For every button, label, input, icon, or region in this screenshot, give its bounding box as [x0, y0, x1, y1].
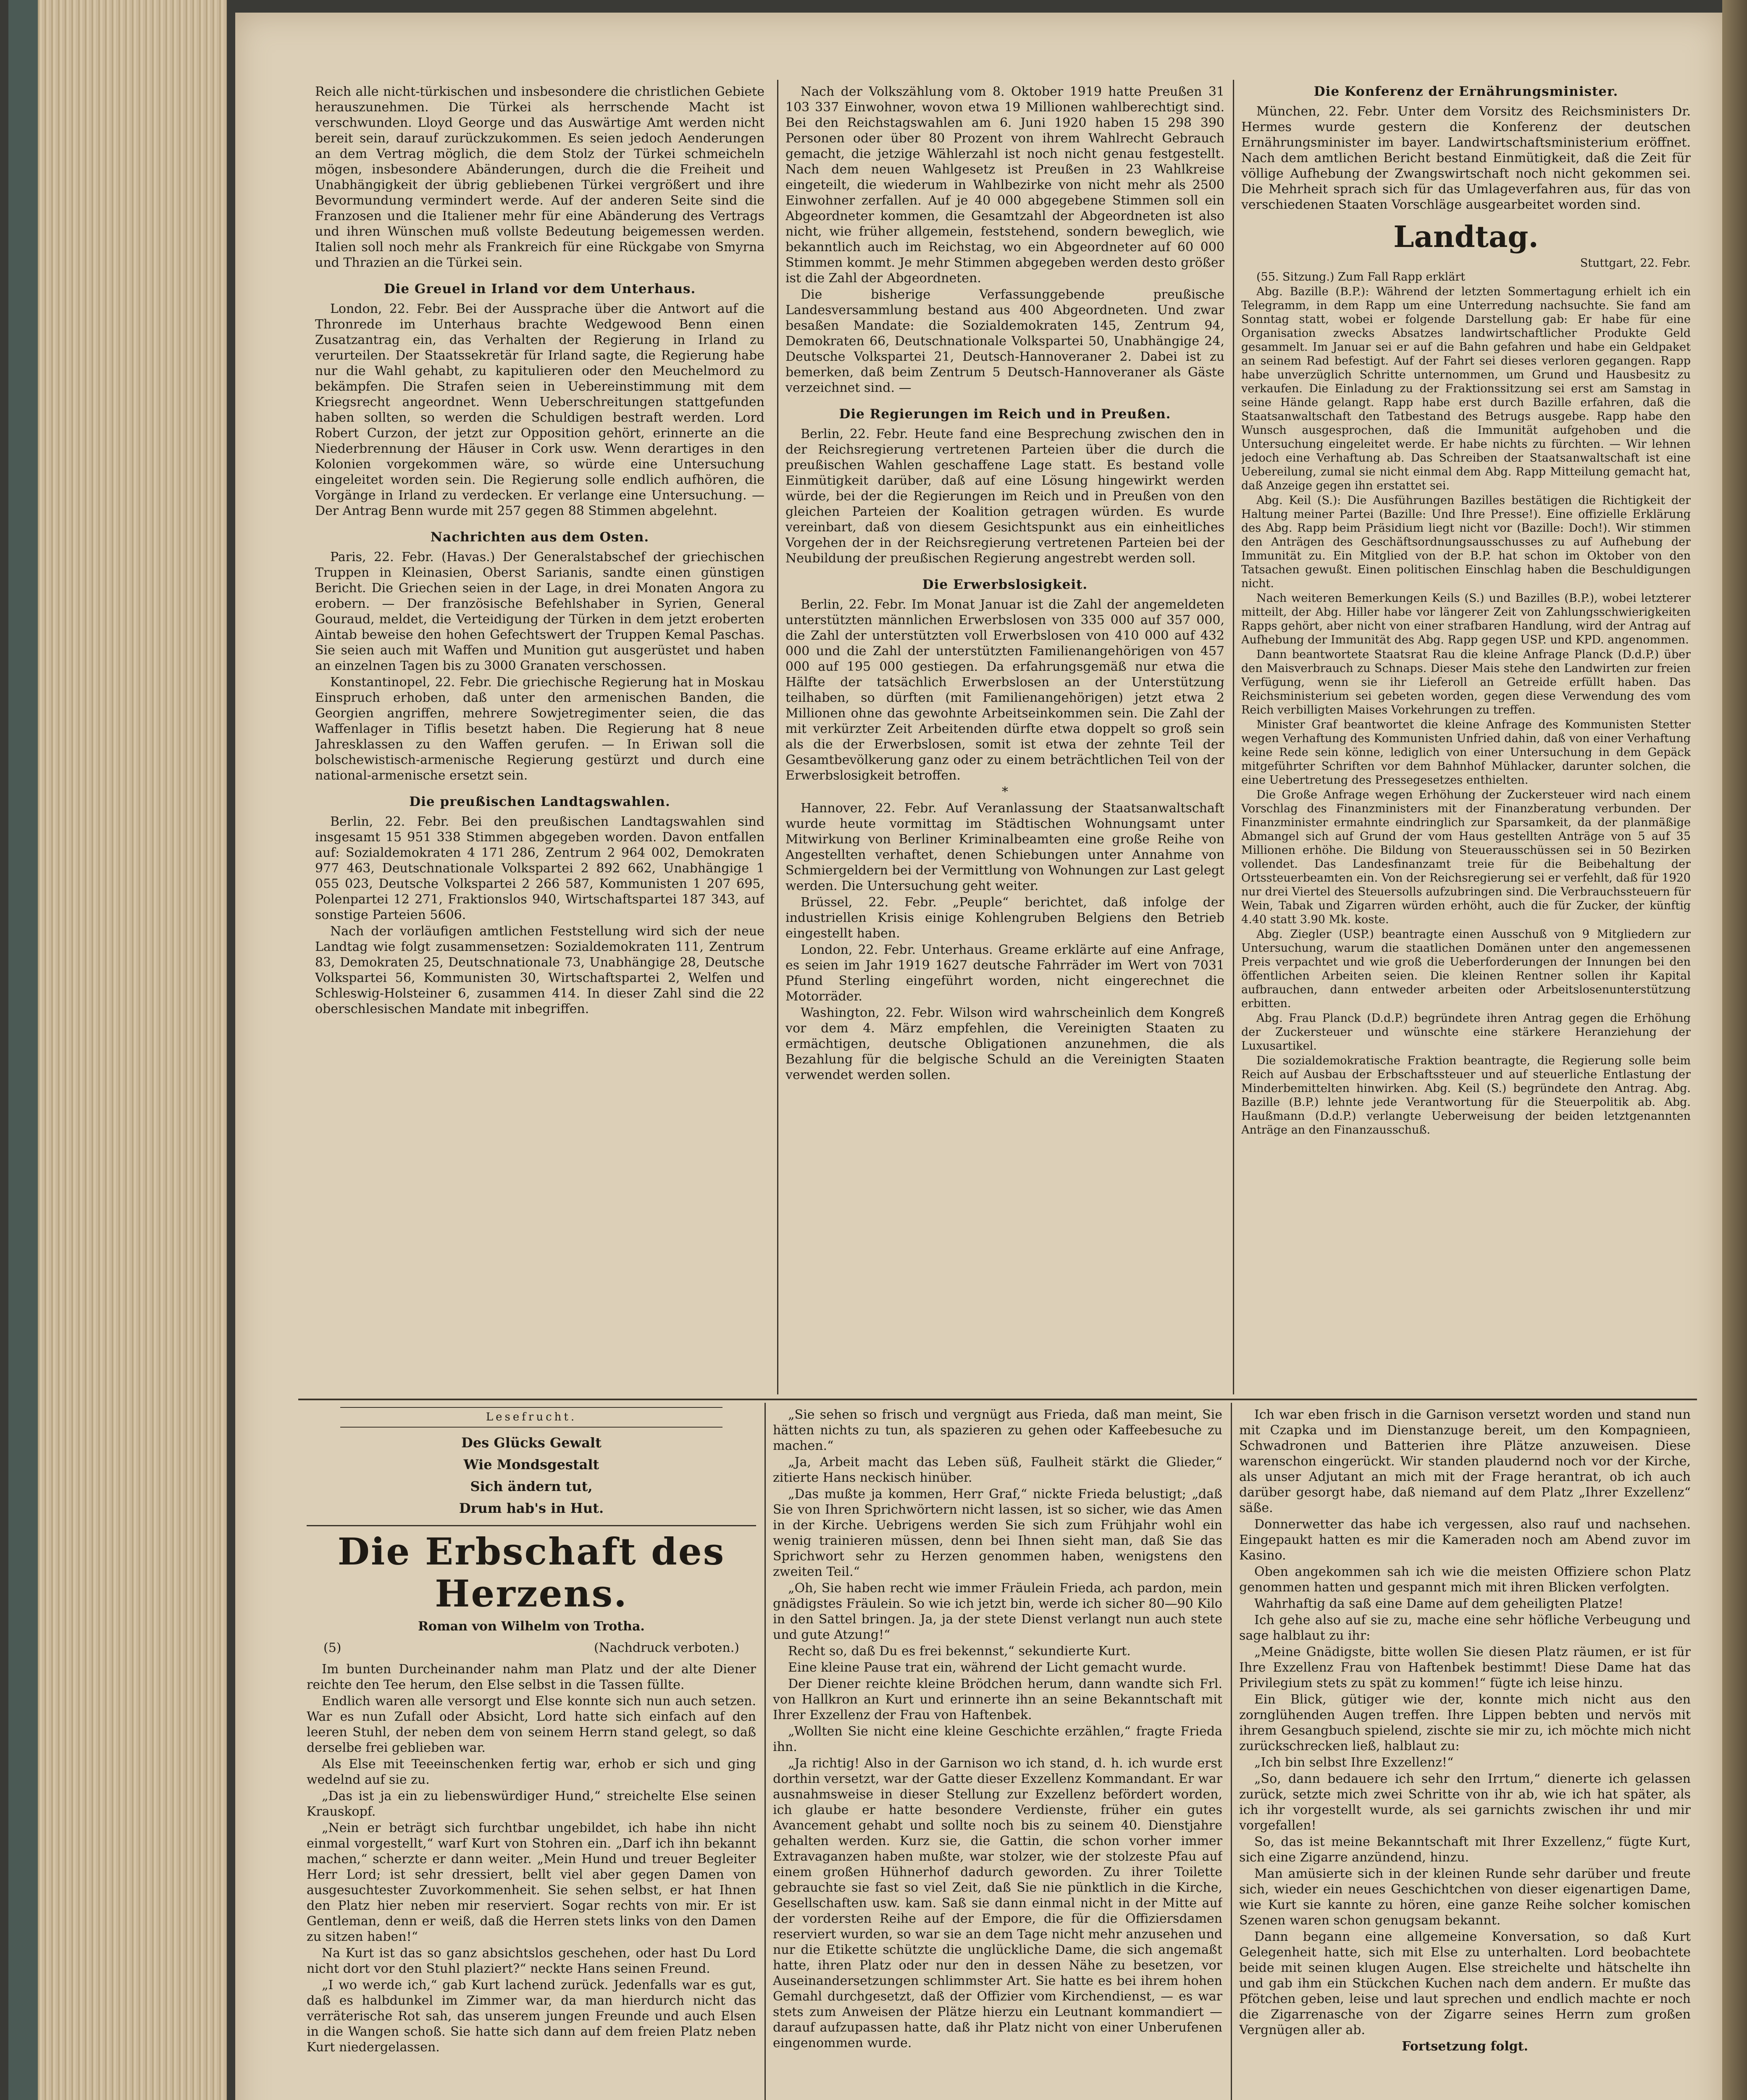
- rubrik-lesefrucht: Lesefrucht.: [340, 1407, 722, 1428]
- feuilleton-rule-1: [764, 1403, 766, 2100]
- novel-p3: Als Else mit Teeeinschenken fertig war, erhob er sich und ging wedelnd auf sie zu.: [307, 1757, 756, 1787]
- novel-p19: Oben angekommen sah ich wie die meisten Offiziere schon Platz genommen hatten und gespannt mich mit ihren Blicken verfolgten.: [1239, 1564, 1691, 1595]
- landtag-sitzung: (55. Sitzung.) Zum Fall Rapp erklärt: [1256, 270, 1466, 284]
- novel-byline: Roman von Wilhelm von Trotha.: [418, 1619, 645, 1634]
- section-star: *: [1002, 785, 1008, 799]
- motto-line-3: Sich ändern tut,: [470, 1478, 593, 1494]
- landtag-bazille: Abg. Bazille (B.P.): Während der letzten Sommertagung erhielt ich ein Telegramm, in dem Rapp um eine Unterredung nachsuchte. Sie fand am Sonntag statt, wobei er folgende Darstellung gab: Er habe für eine Organisation zwecks Absatzes landwirtschaftlicher Produkte Geld gesammelt. Im Januar sei er auf die Bahn gefahren und habe ein Geldpaket an seinem Rad befestigt. Auf der Fahrt sei dieses verloren gegangen. Rapp habe unverzüglich Schritte unternommen, um Grund und Hausbesitz zu verkaufen. Die Einladung zu der Fraktionssitzung sei erst am Samstag in seine Hände gelangt. Rapp habe erst durch Bazille erfahren, daß die Staatsanwaltschaft den Tatbestand des Betrugs ausgebe. Rapp habe den Wunsch ausgesprochen, daß die Immunität aufgehoben und die Untersuchung eingeleitet werde. Er habe nichts zu fürchten. — Wir lehnen jedoch eine Verhaftung ab. Das Schreiben der Staatsanwaltschaft ist eine Uebereilung, zumal sie nicht einmal dem Abg. Rapp Mitteilung gemacht hat, daß Anzeige gegen ihn erstattet sei.: [1241, 285, 1691, 492]
- landtag-dateline: Stuttgart, 22. Febr.: [1580, 257, 1691, 270]
- article-osten-paris: Paris, 22. Febr. (Havas.) Der Generalstabschef der griechischen Truppen in Kleinasien, Oberst Sarianis, sandte einen günstigen Bericht. Die Griechen seien in der Lage, in drei Monaten Angora zu erobern. — Der französische Befehlshaber in Syrien, General Gouraud, meldet, die Verteidigung der Türken in dem jetzt eroberten Aintab beweise den hohen Gefechtswert der Truppen Kemal Paschas. Sie seien auch mit Waffen und Munition gut ausgerüstet und haben an einzelnen Tagen bis zu 3000 Granaten verschossen.: [315, 550, 764, 673]
- novel-p7: „I wo werde ich,“ gab Kurt lachend zurück. Jedenfalls war es gut, daß es halbdunkel im Zimmer war, da man hierdurch nicht das verräterische Rot sah, das unserem jungen Freunde und auch Elsen in die Wangen schoß. Sie hatte sich dann auf dem freien Platz neben Kurt niedergelassen.: [307, 1978, 756, 2055]
- novel-p12: Recht so, daß Du es frei bekennst,“ sekundierte Kurt.: [788, 1644, 1131, 1659]
- article-washington: Washington, 22. Febr. Wilson wird wahrscheinlich dem Kongreß vor dem 4. März empfehlen, die Vereinigten Staaten zu ermächtigen, deutsche Obligationen anzunehmen, die als Bezahlung für die belgische Schuld an die Vereinigten Staaten verwendet werden sollen.: [785, 1005, 1224, 1082]
- book-page-stack: [8, 0, 227, 2100]
- book-spine: [8, 0, 38, 2100]
- feuilleton-column-3: [1239, 1407, 1691, 2100]
- headline-erwerbslosigkeit: Die Erwerbslosigkeit.: [922, 577, 1088, 592]
- landtag-mais: Dann beantwortete Staatsrat Rau die kleine Anfrage Planck (D.d.P.) über den Maisverbrauch zu Schnaps. Dieser Mais stehe den Landwirten zur freien Verfügung, wenn sie ihr Lieferoll an Getreide erfüllt haben. Das Reichsministerium sei gebeten worden, gegen diese Verwendung des vom Reich verbilligten Maises Vorkehrungen zu treffen.: [1241, 648, 1691, 717]
- novel-p10: „Das mußte ja kommen, Herr Graf,“ nickte Frieda belustigt; „daß Sie von Ihren Sprichwörtern nicht lassen, ist so sicher, wie das Amen in der Kirche. Uebrigens werden Sie sich zum Frühjahr wohl ein wenig trainieren müssen, denn bei Ihnen sieht man, daß Sie das Sprichwort sehr zu Herzen genommen haben, wenigstens den zweiten Teil.“: [773, 1487, 1222, 1579]
- novel-fortsetzung: Fortsetzung folgt.: [1402, 2039, 1528, 2054]
- article-konferenz: München, 22. Febr. Unter dem Vorsitz des Reichsministers Dr. Hermes wurde gestern die Konferenz der deutschen Ernährungsminister im bayer. Landwirtschaftsministerium eröffnet. Nach dem amtlichen Bericht bestand Einmütigkeit, daß die Zeit für völlige Aufhebung der Zwangswirtschaft noch nicht gekommen sei. Die Mehrheit sprach sich für das Umlageverfahren aus, für das von verschiedenen Staaten Vorschläge ausgearbeitet worden sind.: [1241, 104, 1691, 212]
- novel-p15: „Wollten Sie nicht eine kleine Geschichte erzählen,“ fragte Frieda ihn.: [773, 1724, 1222, 1754]
- motto-line-4: Drum hab's in Hut.: [459, 1500, 604, 1516]
- landtag-zuckersteuer: Die Große Anfrage wegen Erhöhung der Zuckersteuer wird nach einem Vorschlag des Finanzministers mit der Finanzberatung verbunden. Der Finanzminister ermahnte eindringlich zur Sparsamkeit, da der planmäßige Abmangel sich auf Grund der vom Haus gestellten Anträge von 5 auf 35 Millionen erhöhe. Die Bildung von Steuerausschüssen sei in 50 Bezirken vollendet. Das Landesfinanzamt treie für die Beibehaltung der Ortssteuerbeamten ein. Von der Reichsregierung sei er verfehlt, daß für 1920 nur drei Viertel des Steuersolls aufzubringen sind. Die Verbrauchssteuern für Wein, Tabak und Zigarren würden erhöht, auch die für Zucker, der künftig 4.40 statt 3.90 Mk. koste.: [1241, 788, 1691, 926]
- article-erwerbslosigkeit: Berlin, 22. Febr. Im Monat Januar ist die Zahl der angemeldeten unterstützten männlichen Erwerbslosen von 335 000 auf 357 000, die Zahl der unterstützten voll Erwerbslosen von 410 000 auf 432 000 und die Zahl der unterstützten Familienangehörigen von 457 000 auf 195 000 gestiegen. Da erfahrungsgemäß nur etwa die Hälfte der tatsächlich Erwerbslosen an der Unterstützung teilhaben, so dürften (mit Familienangehörigen) jetzt etwa 2 Millionen ohne das gewohnte Arbeitseinkommen sein. Die Zahl der mit verkürzter Zeit Arbeitenden dürfte etwa doppelt so groß sein als die der Erwerbslosen, somit ist etwa der zehnte Teil der Gesamtbevölkerung ganz oder zu einem beträchtlichen Teil von der Erwerbslosigkeit betroffen.: [785, 597, 1224, 783]
- novel-p24: „Ich bin selbst Ihre Exzellenz!“: [1254, 1755, 1454, 1770]
- novel-p9: „Ja, Arbeit macht das Leben süß, Faulheit stärkt die Glieder,“ zitierte Hans neckisch hinüber.: [773, 1455, 1222, 1485]
- article-osten-konstantinopel: Konstantinopel, 22. Febr. Die griechische Regierung hat in Moskau Einspruch erhoben, daß unter den armenischen Banden, die Georgien angriffen, mehrere Sowjetregimenter seien, die das Waffenlager in Tiflis besetzt haben. Die Regierung hat 8 neue Jahresklassen zu den Waffen gerufen. — In Eriwan soll die bolschewistisch-armenische Regierung gestürzt und durch eine national-armenische ersetzt sein.: [315, 675, 764, 783]
- landtag-immunitaet: Nach weiteren Bemerkungen Keils (S.) und Bazilles (B.P.), wobei letzterer mitteilt, der Abg. Hiller habe vor längerer Zeit von Zahlungsschwierigkeiten Rapps gehört, aber nicht von einer strafbaren Handlung, wird der Antrag auf Aufhebung der Immunität des Abg. Rapp gegen USP. und KPD. angenommen.: [1241, 592, 1691, 646]
- article-hannover: Hannover, 22. Febr. Auf Veranlassung der Staatsanwaltschaft wurde heute vormittag im Städtischen Wohnungsamt unter Mitwirkung von Berliner Kriminalbeamten eine große Reihe von Angestellten verhaftet, denen Schiebungen unter Annahme von Schmiergeldern bei der Vermittlung von Wohnungen zur Last gelegt werden. Die Untersuchung geht weiter.: [785, 801, 1224, 893]
- headline-landtagswahlen: Die preußischen Landtagswahlen.: [409, 794, 670, 809]
- novel-p26: So, das ist meine Bekanntschaft mit Ihrer Exzellenz,“ fügte Kurt, sich eine Zigarre anzündend, hinzu.: [1239, 1835, 1691, 1865]
- landtag-planck: Abg. Frau Planck (D.d.P.) begründete ihren Antrag gegen die Erhöhung der Zuckersteuer und wünschte eine stärkere Heranziehung der Luxusartikel.: [1241, 1012, 1691, 1053]
- article-wahlen-sitze: Nach der vorläufigen amtlichen Feststellung wird sich der neue Landtag wie folgt zusammensetzen: Sozialdemokraten 111, Zentrum 83, Demokraten 25, Deutschnationale 73, Unabhängige 28, Deutsche Volkspartei 56, Kommunisten 30, Wirtschaftspartei 2, Welfen und Schleswig-Holsteiner 6, zusammen 414. In dieser Zahl sind die 22 oberschlesischen Mandate mit inbegriffen.: [315, 924, 764, 1016]
- novel-part: (5): [323, 1641, 342, 1655]
- headline-osten: Nachrichten aus dem Osten.: [430, 530, 649, 545]
- article-wahlen-stimmen: Berlin, 22. Febr. Bei den preußischen Landtagswahlen sind insgesamt 15 951 338 Stimmen abgegeben worden. Davon entfallen auf: Sozialdemokraten 4 171 286, Zentrum 2 964 002, Demokraten 977 463, Deutschnationale Volkspartei 2 892 662, Unabhängige 1 055 023, Deutsche Volkspartei 2 266 587, Kommunisten 1 207 695, Polenpartei 12 271, Fraktionslos 940, Wirtschaftspartei 187 343, auf sonstige Parteien 5606.: [315, 814, 764, 922]
- novel-p5: „Nein er beträgt sich furchtbar ungebildet, ich habe ihn nicht einmal vorgestellt,“ warf Kurt von Stohren ein. „Darf ich ihn bekannt machen,“ scherzte er dann weiter. „Mein Hund und treuer Begleiter Herr Lord; ist sehr dressiert, bellt viel aber gegen Damen von ausgesuchtester Zuvorkommenheit. Sie sehen selbst, er hat Ihnen den Platz hier neben mir reserviert. Sogar rechts von mir. Er ist Gentleman, denn er weiß, daß die Herren stets links von den Damen zu sitzen haben!“: [307, 1821, 756, 1944]
- novel-title: Die Erbschaft des Herzens.: [337, 1530, 725, 1615]
- novel-p22: „Meine Gnädigste, bitte wollen Sie diesen Platz räumen, er ist für Ihre Exzellenz Frau von Haftenbek bestimmt! Diese Dame hat das Privilegium stets zu spät zu kommen!“ fügte ich leise hinzu.: [1239, 1645, 1691, 1690]
- novel-p4: „Das ist ja ein zu liebenswürdiger Hund,“ streichelte Else seinen Krauskopf.: [307, 1789, 756, 1819]
- landtag-keil: Abg. Keil (S.): Die Ausführungen Bazilles bestätigen die Richtigkeit der Haltung meiner Partei (Bazille: Und Ihre Presse!). Eine offizielle Erklärung des Abg. Rapp beim Präsidium liegt nicht vor (Bazille: Doch!). Wir stimmen den Anträgen des Geschäftsordnungsausschusses zu auf Aufhebung der Immunität zu. Ein Mitglied von der B.P. hat schon im Oktober von den Tatsachen gewußt. Einen politischen Einschlag haben die Beschuldigungen nicht.: [1241, 494, 1691, 590]
- landtag-sozialdemokraten: Die sozialdemokratische Fraktion beantragte, die Regierung solle beim Reich auf Ausbau der Erbschaftssteuer und auf steuerliche Entlastung der Minderbemittelten hinwirken. Abg. Keil (S.) begründete den Antrag. Abg. Bazille (B.P.) lehnte jede Verantwortung für die Steuerpolitik ab. Abg. Haußmann (D.d.P.) verlangte Ueberweisung der beiden letztgenannten Anträge an den Finanzausschuß.: [1241, 1054, 1691, 1137]
- landtag-unfried: Minister Graf beantwortet die kleine Anfrage des Kommunisten Stetter wegen Verhaftung des Kommunisten Unfried dahin, daß von einer Verhaftung keine Rede sein könne, lediglich von einer Untersuchung in dem Gepäck mitgeführter Schriften vor dem Bahnhof Mühlacker, darunter solchen, die eine Uebertretung des Pressegesetzes enthielten.: [1241, 718, 1691, 787]
- article-volkszaehlung: Nach der Volkszählung vom 8. Oktober 1919 hatte Preußen 31 103 337 Einwohner, wovon etwa 19 Millionen wahlberechtigt sind. Bei den Reichstagswahlen am 6. Juni 1920 haben 15 298 390 Personen oder über 80 Prozent von ihrem Wahlrecht Gebrauch gemacht, die jetzige Wählerzahl ist noch nicht genau festgestellt. Nach dem neuen Wahlgesetz ist Preußen in 23 Wahlkreise eingeteilt, die wiederum in Wahlbezirke von nicht mehr als 2500 Einwohner zerfallen. Auf je 40 000 abgegebene Stimmen soll ein Abgeordneter kommen, die Gesamtzahl der Abgeordneten ist also nicht, wie früher allgemein, feststehend, sondern beweglich, wie bekanntlich auch im Reichstag, wo ein Abgeordneter auf 60 000 Stimmen kommt. Je mehr Stimmen abgegeben werden desto größer ist die Zahl der Abgeordneten.: [785, 84, 1224, 286]
- article-london: London, 22. Febr. Unterhaus. Greame erklärte auf eine Anfrage, es seien im Jahr 1919 1627 deutsche Fahrräder im Wert von 7031 Pfund Sterling eingeführt worden, nicht eingerechnet die Motorräder.: [785, 942, 1224, 1004]
- novel-p18: Donnerwetter das habe ich vergessen, also rauf und nachsehen. Eingepaukt hatten es mir die Kameraden noch am Abend zuvor im Kasino.: [1239, 1517, 1691, 1563]
- landtag-ziegler: Abg. Ziegler (USP.) beantragte einen Ausschuß von 9 Mitgliedern zur Untersuchung, warum die staatlichen Domänen unter den angemessenen Preis verpachtet und wie groß die Ueberforderungen der Innungen bei den öffentlichen Arbeiten seien. Die kleinen Rentner sollen ihr Kapital aufbrauchen, dann entweder arbeiten oder Arbeitslosenunterstützung erbitten.: [1241, 928, 1691, 1010]
- page-edge: [1722, 0, 1747, 2100]
- feuilleton-rule: [298, 1399, 1697, 1400]
- feuilleton-column-2: [773, 1407, 1222, 2100]
- headline-konferenz: Die Konferenz der Ernährungsminister.: [1314, 84, 1618, 99]
- novel-p11: „Oh, Sie haben recht wie immer Fräulein Frieda, ach pardon, mein gnädigstes Fräulein. So wie ich jetzt bin, werde ich sicher 80—90 Kilo in den Sattel bringen. Ja, ja der stete Dienst verlangt nun auch stete und gute Atzung!“: [773, 1581, 1222, 1642]
- column-1: [315, 84, 764, 1390]
- column-3: [1241, 84, 1691, 1390]
- headline-regierungen: Die Regierungen im Reich und in Preußen.: [839, 407, 1171, 422]
- novel-p27: Man amüsierte sich in der kleinen Runde sehr darüber und freute sich, wieder ein neues Geschichtchen von dieser eigenartigen Dame, wie Kurt sie kannte zu hören, eine ganze Reihe solcher komischen Szenen waren schon genugsam bekannt.: [1239, 1866, 1691, 1928]
- motto-line-1: Des Glücks Gewalt: [461, 1435, 602, 1451]
- novel-p14: Der Diener reichte kleine Brödchen herum, dann wandte sich Frl. von Hallkron an Kurt und erinnerte ihn an seine Bekanntschaft mit Ihrer Exzellenz der Frau von Haftenbek.: [773, 1677, 1222, 1722]
- article-regierungen: Berlin, 22. Febr. Heute fand eine Besprechung zwischen den in der Reichsregierung vertretenen Parteien über die durch die preußischen Wahlen geschaffene Lage statt. Es bestand volle Einmütigkeit darüber, daß auf eine Lösung hingewirkt werden würde, bei der die Regierungen im Reich und in Preußen von den gleichen Parteien der Koalition getragen würden. Es wurde vereinbart, daß von diesem Gesichtspunkt aus ein einheitliches Vorgehen der in der Reichsregierung vertretenen Parteien bei der Neubildung der preußischen Regierung angestrebt werden soll.: [785, 427, 1224, 566]
- headline-landtag: Landtag.: [1393, 219, 1539, 254]
- novel-p23: Ein Blick, gütiger wie der, konnte mich nicht aus den zornglühenden Augen treffen. Ihre Lippen bebten und nervös mit ihrem Gesangbuch spielend, zischte sie mir zu, ich möchte mich nicht zurückschrecken ließ, halblaut zu:: [1239, 1692, 1691, 1754]
- article-irland: London, 22. Febr. Bei der Aussprache über die Antwort auf die Thronrede im Unterhaus brachte Wedgewood Benn einen Zusatzantrag ein, das Verhalten der Regierung in Irland zu verurteilen. Der Staatssekretär für Irland sagte, die Regierung habe nur die Wahl gehabt, zu kapitulieren oder den Meuchelmord zu bekämpfen. Die Strafen seien in Uebereinstimmung mit dem Kriegsrecht angeordnet. Wenn Ueberschreitungen stattgefunden haben sollten, so werden die Schuldigen bestraft werden. Lord Robert Curzon, der jetzt zur Opposition gehört, erinnerte an die Niederbrennung der Häuser in Cork usw. Wenn derartiges in den Kolonien vorgekommen wäre, so würde eine Untersuchung eingeleitet worden sein. Die Regierung solle endlich aufhören, die Vorgänge in Irland zu verdecken. Er verlange eine Untersuchung. — Der Antrag Benn wurde mit 257 gegen 88 Stimmen abgelehnt.: [315, 302, 764, 518]
- novel-p20: Wahrhaftig da saß eine Dame auf dem geheiligten Platze!: [1254, 1596, 1624, 1611]
- column-rule-2: [1233, 80, 1234, 1394]
- headline-irland: Die Greuel in Irland vor dem Unterhaus.: [384, 281, 696, 297]
- novel-nachdruck: (Nachdruck verboten.): [594, 1641, 739, 1655]
- novel-p8: „Sie sehen so frisch und vergnügt aus Frieda, daß man meint, Sie hätten nichts zu tun, als spazieren zu gehen oder Kaffeebesuche zu machen.“: [773, 1407, 1222, 1453]
- novel-p2: Endlich waren alle versorgt und Else konnte sich nun auch setzen. War es nun Zufall oder Absicht, Lord hatte sich einfach auf den leeren Stuhl, der neben dem von seinem Herrn stand gelegt, so daß derselbe frei geblieben war.: [307, 1694, 756, 1755]
- novel-p13: Eine kleine Pause trat ein, während der Licht gemacht wurde.: [788, 1660, 1187, 1675]
- novel-p16: „Ja richtig! Also in der Garnison wo ich stand, d. h. ich wurde erst dorthin versetzt, war der Gatte dieser Exzellenz Kommandant. Er war ausnahmsweise in dieser Stellung zur Exzellenz befördert worden, ich glaube er hatte besondere Verdienste, früher ein gutes Avancement gehabt und sollte noch bis zu seinem 40. Dienstjahre gehalten werden. Kurz sie, die Gattin, die schon vorher immer Extravaganzen haben mußte, war stolzer, wie der stolzeste Pfau auf einem großen Hühnerhof dadurch geworden. Zu ihrer Toilette gebrauchte sie fast so viel Zeit, daß Sie nie pünktlich in die Kirche, Gesellschaften usw. kam. Saß sie dann einmal nicht in der Mitte auf der vordersten Reihe auf der Empore, die für die Offiziersdamen reserviert wurden, so war sie an dem Tage nicht mehr anzusehen und nur die Etikette schützte die unglückliche Dame, die sich angemaßt hatte, ihren Platz oder nur den in dessen Nähe zu besetzen, vor Auseinandersetzungen schlimmster Art. Sie hatte es bei ihrem hohen Gemahl durchgesetzt, daß der Offizier vom Kirchendienst, — es war stets zum Anweisen der Plätze hierzu ein Leutnant kommandiert — darauf aufzupassen hatte, daß ihr Platz nicht von einer Unberufenen eingenommen wurde.: [773, 1756, 1222, 2050]
- motto-line-2: Wie Mondsgestalt: [463, 1457, 599, 1473]
- article-landesversammlung: Die bisherige Verfassunggebende preußische Landesversammlung bestand aus 400 Abgeordneten. Und zwar besaßen Mandate: die Sozialdemokraten 145, Zentrum 94, Demokraten 66, Deutschnationale Volkspartei 50, Unabhängige 24, Deutsche Volkspartei 21, Deutsch-Hannoveraner 2. Dabei ist zu bemerken, daß beim Zentrum 5 Deutsch-Hannoveraner als Gäste verzeichnet sind. —: [785, 287, 1224, 395]
- novel-p6: Na Kurt ist das so ganz absichtslos geschehen, oder hast Du Lord nicht dort vor den Stuhl plaziert?“ neckte Hans seinen Freund.: [307, 1946, 756, 1976]
- novel-p21: Ich gehe also auf sie zu, mache eine sehr höfliche Verbeugung und sage halblaut zu ihr:: [1239, 1613, 1691, 1643]
- feuilleton-column-1: [307, 1407, 756, 2100]
- article-bruessel: Brüssel, 22. Febr. „Peuple“ berichtet, daß infolge der industriellen Krisis einige Kohlengruben Belgiens den Betrieb eingestellt haben.: [785, 895, 1224, 941]
- article-tuerkei-end: Reich alle nicht-türkischen und insbesondere die christlichen Gebiete herauszunehmen. Die Türkei als herrschende Macht ist verschwunden. Lloyd George und das Auswärtige Amt werden nicht bereit sein, darauf zurückzukommen. Es seien jedoch Aenderungen an dem Vertrag möglich, die dem Stolz der Türkei schmeicheln mögen, insbesondere Abänderungen, durch die die Freiheit und Unabhängigkeit der übrig gebliebenen Türkei vergrößert und ihre Bevormundung vermindert werde. Auf der anderen Seite sind die Franzosen und die Italiener mehr für eine Abänderung des Vertrags und ihren Wünschen muß vollste Bedeutung beigemessen werden. Italien soll noch mehr als Frankreich für eine Rückgabe von Smyrna und Thrazien an die Türkei sein.: [315, 84, 764, 270]
- novel-p25: „So, dann bedauere ich sehr den Irrtum,“ dienerte ich gelassen zurück, setzte mich zwei Schritte von ihr ab, wie ich hat später, als ich ihr vorgestellt wurde, als sei garnichts zwischen ihr und mir vorgefallen!: [1239, 1772, 1691, 1833]
- novel-p1: Im bunten Durcheinander nahm man Platz und der alte Diener reichte den Tee herum, den Else selbst in die Tassen füllte.: [307, 1662, 756, 1692]
- novel-p28: Dann begann eine allgemeine Konversation, so daß Kurt Gelegenheit hatte, sich mit Else zu unterhalten. Lord beobachtete beide mit seinen klugen Augen. Else streichelte und hätschelte ihn und gab ihm ein Stückchen Kuchen nach dem andern. Er mußte das Pfötchen geben, leise und laut sprechen und endlich machte er noch die Zigarrenasche von der Zigarre seines Herrn zum großen Vergnügen aller ab.: [1239, 1929, 1691, 2037]
- novel-p17: Ich war eben frisch in die Garnison versetzt worden und stand nun mit Czapka und im Dienstanzuge bereit, um den Kompagnieen, Schwadronen und Batterien ihre Plätze anzuweisen. Diese warenschon eingerückt. Wir standen plaudernd noch vor der Kirche, als unser Adjutant an mich mit der Frage herantrat, ob ich auch darüber gesorgt habe, daß niemand auf dem Platz „Ihrer Exzellenz“ säße.: [1239, 1407, 1691, 1515]
- column-2: [785, 84, 1224, 1390]
- column-rule-1: [777, 80, 778, 1394]
- feuilleton-rule-2: [1231, 1403, 1232, 2100]
- newspaper-page: [235, 13, 1722, 2100]
